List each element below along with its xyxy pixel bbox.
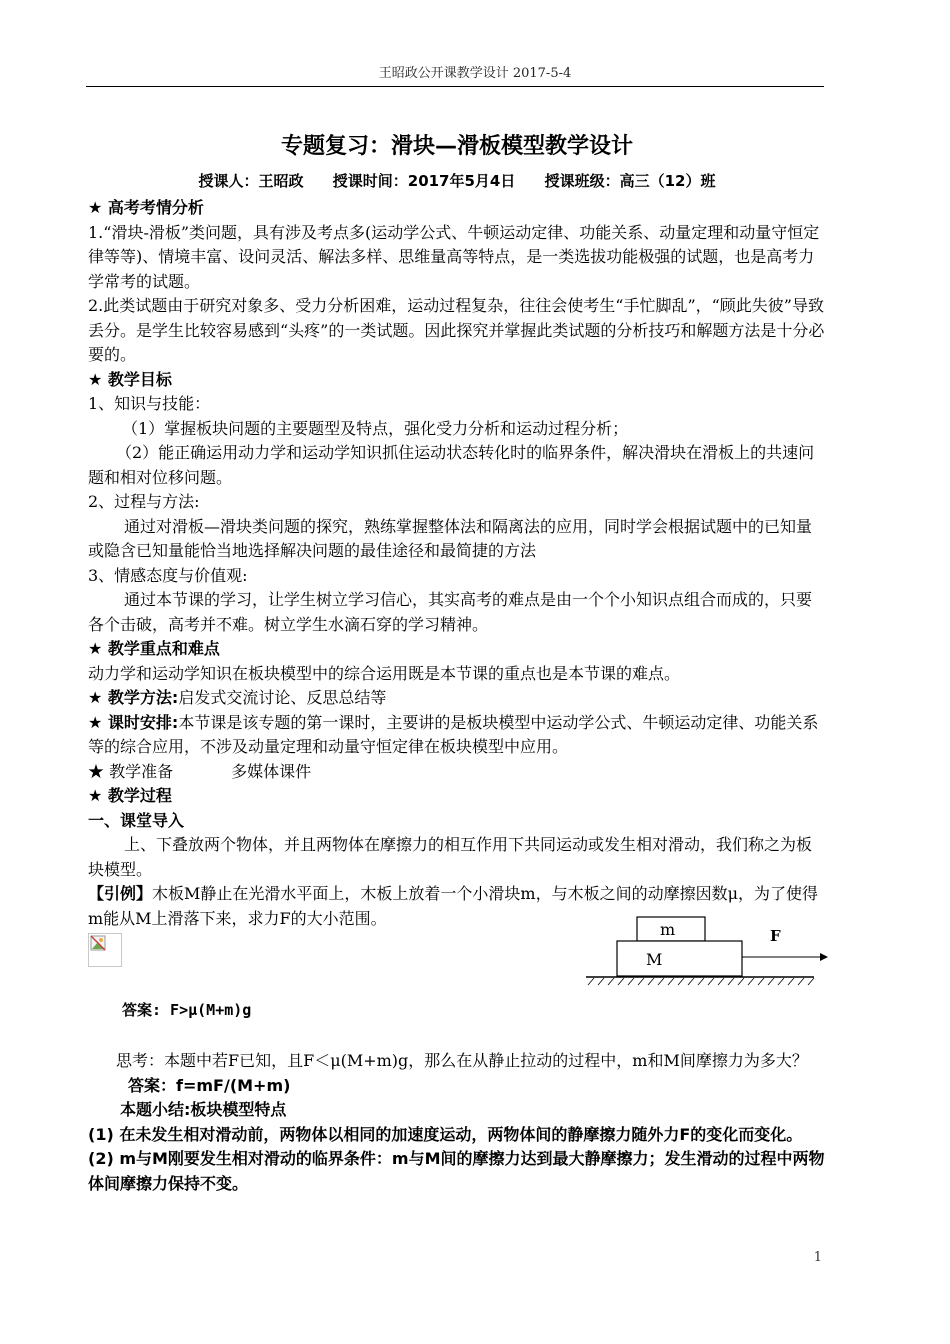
summary-item-2: (2) m与M刚要发生相对滑动的临界条件：m与M间的摩擦力达到最大静摩擦力；发生滑动的过程中两物体间摩擦力保持不变。 bbox=[88, 1149, 825, 1193]
example-text: 木板M静止在光滑水平面上，木板上放着一个小滑块m，与木板之间的动摩擦因数μ，为了使得m能从M上滑落下来，求力F的大小范围。 bbox=[88, 884, 818, 928]
small-block-label: m bbox=[660, 920, 676, 939]
force-label: F bbox=[770, 927, 781, 945]
emotion-text: 通过本节课的学习，让学生树立学习信心，其实高考的难点是由一个个小知识点组合而成的，只要各个击破，高考并不难。树立学生水滴石穿的学习精神。 bbox=[88, 590, 813, 634]
method-text: 启发式交流讨论、反思总结等 bbox=[178, 688, 387, 707]
example-label: 【引例】 bbox=[88, 884, 153, 903]
schedule-label: ★ 课时安排: bbox=[88, 712, 179, 732]
document-title: 专题复习：滑块—滑板模型教学设计 bbox=[280, 134, 633, 159]
process-method-title: 2、过程与方法: bbox=[88, 492, 200, 511]
big-block-label: M bbox=[646, 950, 663, 969]
example-figure-row bbox=[88, 920, 826, 1049]
schedule-text: 本节课是该专题的第一课时，主要讲的是板块模型中运动学公式、牛顿运动定律、功能关系等的综合应用，不涉及动量定理和动量守恒定律在板块模型中应用。 bbox=[88, 712, 819, 756]
teacher-info: 授课人：王昭政 bbox=[198, 172, 304, 190]
summary-item-1: (1) 在未发生相对滑动前，两物体以相同的加速度运动，两物体间的静摩擦力随外力F的变化而变化。 bbox=[88, 1124, 803, 1144]
process-heading: ★ 教学过程 bbox=[88, 786, 172, 805]
class-info: 授课班级：高三（12）班 bbox=[544, 172, 716, 190]
broken-image-icon bbox=[88, 933, 122, 967]
lesson-info bbox=[88, 166, 826, 196]
ground-hatching bbox=[588, 978, 814, 985]
think-text: 思考：本题中若F已知，且F＜μ(M+m)g，那么在从静止拉动的过程中，m和M间摩擦力为多大？ bbox=[116, 1051, 808, 1070]
keypoints-text: 动力学和运动学知识在板块模型中的综合运用既是本节课的重点也是本节课的难点。 bbox=[88, 663, 681, 683]
emotion-title: 3、情感态度与价值观: bbox=[88, 565, 248, 585]
page-number: 1 bbox=[813, 1250, 822, 1265]
keypoints-heading: ★ 教学重点和难点 bbox=[88, 639, 220, 658]
summary-title: 本题小结:板块模型特点 bbox=[120, 1100, 287, 1119]
block-board-diagram bbox=[584, 909, 834, 1001]
process-method-text: 通过对滑板—滑块类问题的探究，熟练掌握整体法和隔离法的应用，同时学会根据试题中的已知量或隐含已知量能恰当地选择解决问题的最佳途径和最简捷的方法 bbox=[88, 516, 813, 560]
schedule-line bbox=[88, 711, 826, 760]
force-arrow-head bbox=[820, 953, 828, 961]
intro-heading: 一、课堂导入 bbox=[88, 810, 185, 830]
big-block-M bbox=[617, 941, 742, 976]
analysis-paragraph-2: 2.此类试题由于研究对象多、受力分析困难，运动过程复杂，往往会使考生“手忙脚乱”，“顾此失彼”导致丢分。是学生比较容易感到“头疼”的一类试题。因此探究并掌握此类试题的分析技巧和解题方法是十分必要的。 bbox=[88, 296, 825, 364]
page-header: 王昭政公开课教学设计 2017-5-4 bbox=[378, 66, 572, 81]
intro-text: 上、下叠放两个物体，并且两物体在摩擦力的相互作用下共同运动或发生相对滑动，我们称之为板块模型。 bbox=[88, 835, 813, 879]
analysis-heading: ★ 高考考情分析 bbox=[88, 198, 204, 217]
knowledge-title: 1、知识与技能： bbox=[88, 394, 211, 413]
example-answer: 答案: F>μ(M+m)g bbox=[122, 1001, 252, 1019]
goals-heading: ★ 教学目标 bbox=[88, 369, 172, 389]
method-label: ★ 教学方法: bbox=[88, 688, 179, 707]
prep-line bbox=[88, 760, 826, 785]
knowledge-item-2: （2）能正确运用动力学和运动学知识抓住运动状态转化时的临界条件，解决滑块在滑板上的共速问题和相对位移问题。 bbox=[88, 443, 815, 487]
method-line bbox=[88, 686, 826, 711]
header-rule bbox=[86, 86, 824, 87]
think-answer: 答案：f=mF/(M+m) bbox=[128, 1075, 291, 1095]
document-body bbox=[88, 128, 826, 1196]
prep-text: 多媒体课件 bbox=[231, 761, 312, 781]
think-line bbox=[88, 1049, 826, 1098]
time-info: 授课时间：2017年5月4日 bbox=[332, 172, 516, 190]
analysis-paragraph-1: 1.“滑块-滑板”类问题，具有涉及考点多(运动学公式、牛顿运动定律、功能关系、动量定理和动量守恒定律等等)、情境丰富、设问灵活、解法多样、思维量高等特点，是一类选拔功能极强的试题，也是高考力学常考的试题。 bbox=[88, 222, 820, 291]
knowledge-item-1: （1）掌握板块问题的主要题型及特点，强化受力分析和运动过程分析； bbox=[122, 418, 629, 438]
prep-label: ★ 教学准备 bbox=[88, 761, 174, 781]
